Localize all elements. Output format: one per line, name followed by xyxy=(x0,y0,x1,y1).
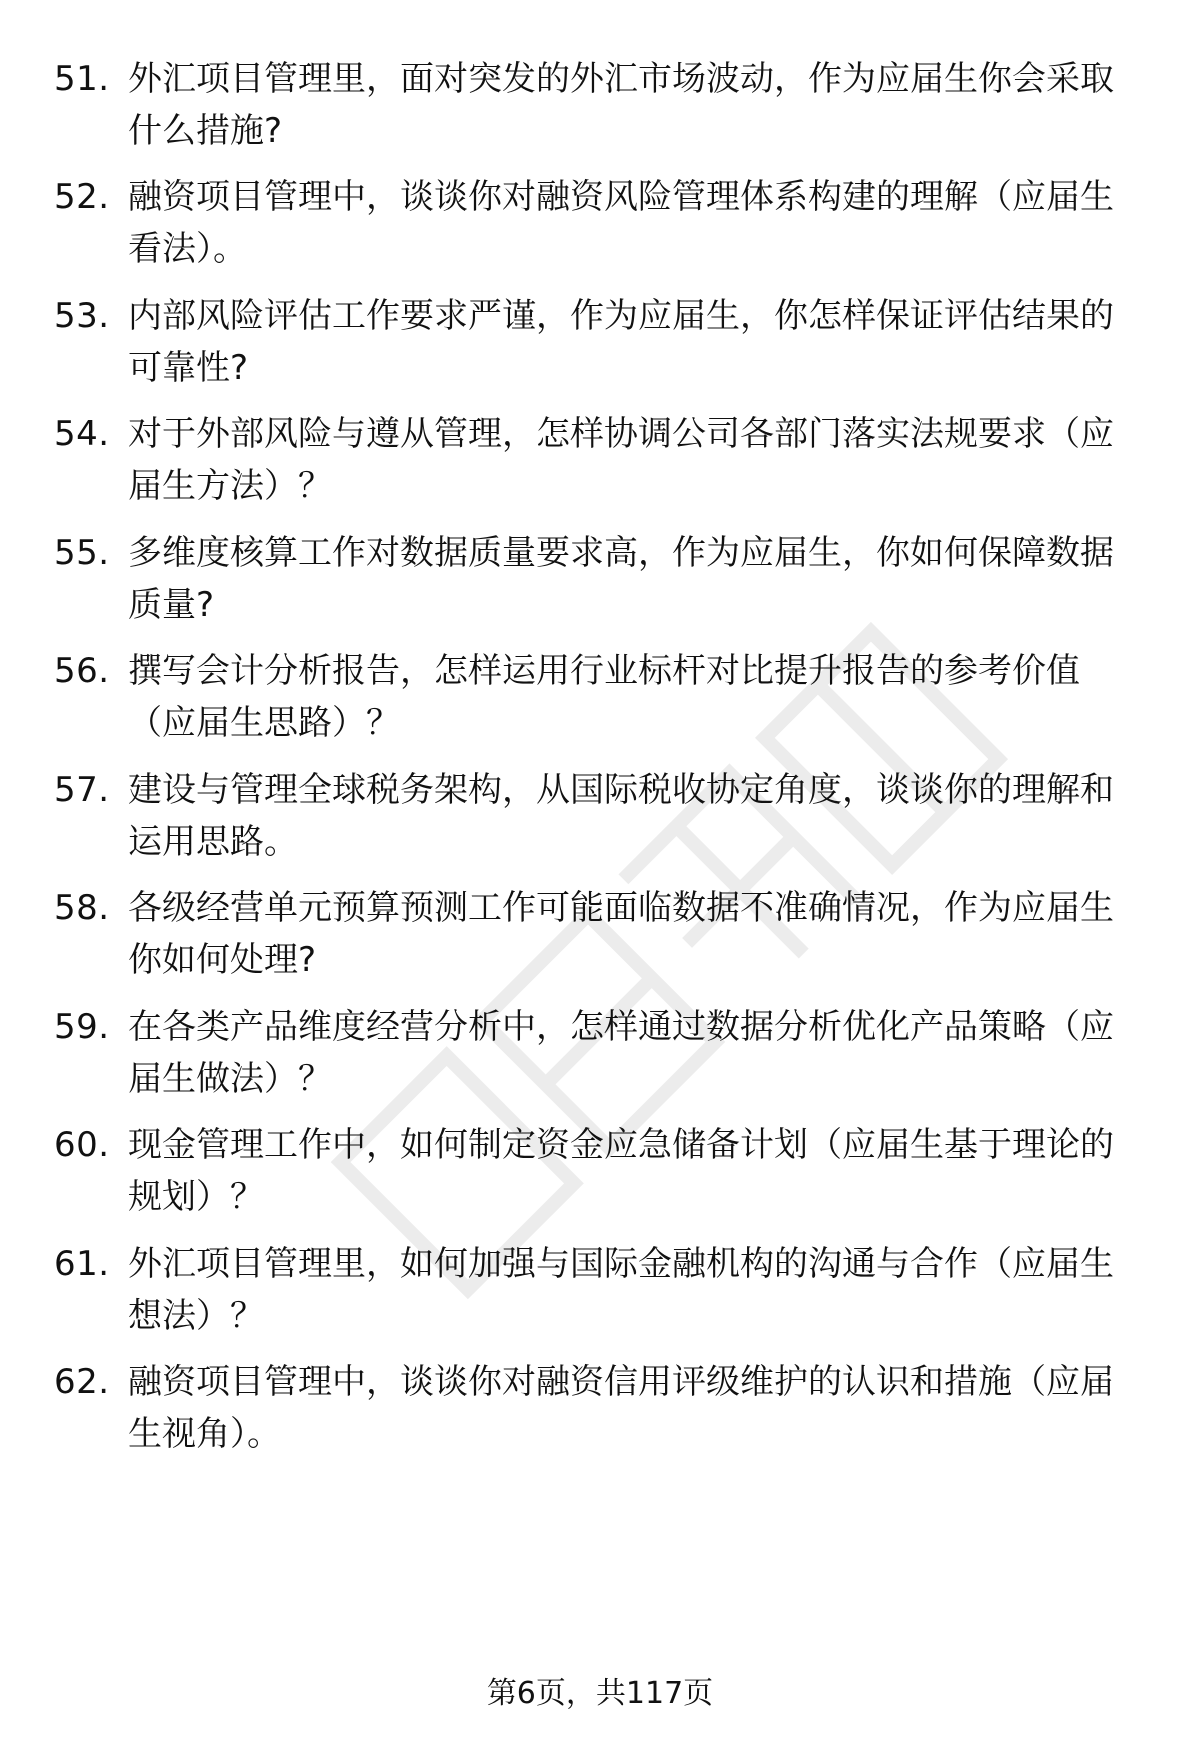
question-item xyxy=(0,408,1200,508)
question-item xyxy=(0,53,1200,153)
question-number: 59. xyxy=(54,1007,110,1047)
question-text: 融资项目管理中，谈谈你对融资信用评级维护的认识和措施（应届生视角）。 xyxy=(128,1362,1114,1454)
question-item xyxy=(0,1119,1200,1219)
question-number: 52. xyxy=(54,177,110,217)
question-item xyxy=(0,1356,1200,1456)
question-number: 55. xyxy=(54,533,110,573)
question-text: 在各类产品维度经营分析中，怎样通过数据分析优化产品策略（应届生做法）？ xyxy=(128,1007,1114,1099)
question-text: 撰写会计分析报告，怎样运用行业标杆对比提升报告的参考价值（应届生思路）？ xyxy=(128,651,1080,743)
page-footer: 第6页，共117页 xyxy=(486,1676,714,1711)
question-text: 融资项目管理中，谈谈你对融资风险管理体系构建的理解（应届生看法）。 xyxy=(128,177,1114,269)
question-item xyxy=(0,882,1200,982)
question-item xyxy=(0,290,1200,390)
question-text: 多维度核算工作对数据质量要求高，作为应届生，你如何保障数据质量? xyxy=(128,533,1114,625)
question-text: 建设与管理全球税务架构，从国际税收协定角度，谈谈你的理解和运用思路。 xyxy=(128,770,1114,862)
question-number: 57. xyxy=(54,770,110,810)
question-item xyxy=(0,171,1200,271)
question-text: 外汇项目管理里，面对突发的外汇市场波动，作为应届生你会采取什么措施? xyxy=(128,59,1114,151)
question-number: 61. xyxy=(54,1244,110,1284)
question-number: 54. xyxy=(54,414,110,454)
question-text: 内部风险评估工作要求严谨，作为应届生，你怎样保证评估结果的可靠性? xyxy=(128,296,1114,388)
question-item xyxy=(0,1001,1200,1101)
question-item xyxy=(0,645,1200,745)
question-number: 51. xyxy=(54,59,110,99)
question-text: 各级经营单元预算预测工作可能面临数据不准确情况，作为应届生你如何处理? xyxy=(128,888,1114,980)
question-number: 56. xyxy=(54,651,110,691)
question-item xyxy=(0,764,1200,864)
question-text: 对于外部风险与遵从管理，怎样协调公司各部门落实法规要求（应届生方法）？ xyxy=(128,414,1114,506)
question-text: 外汇项目管理里，如何加强与国际金融机构的沟通与合作（应届生想法）？ xyxy=(128,1244,1114,1336)
question-number: 60. xyxy=(54,1125,110,1165)
question-number: 58. xyxy=(54,888,110,928)
question-item xyxy=(0,527,1200,627)
question-text: 现金管理工作中，如何制定资金应急储备计划（应届生基于理论的规划）？ xyxy=(128,1125,1114,1217)
question-item xyxy=(0,1238,1200,1338)
question-number: 62. xyxy=(54,1362,110,1402)
question-number: 53. xyxy=(54,296,110,336)
